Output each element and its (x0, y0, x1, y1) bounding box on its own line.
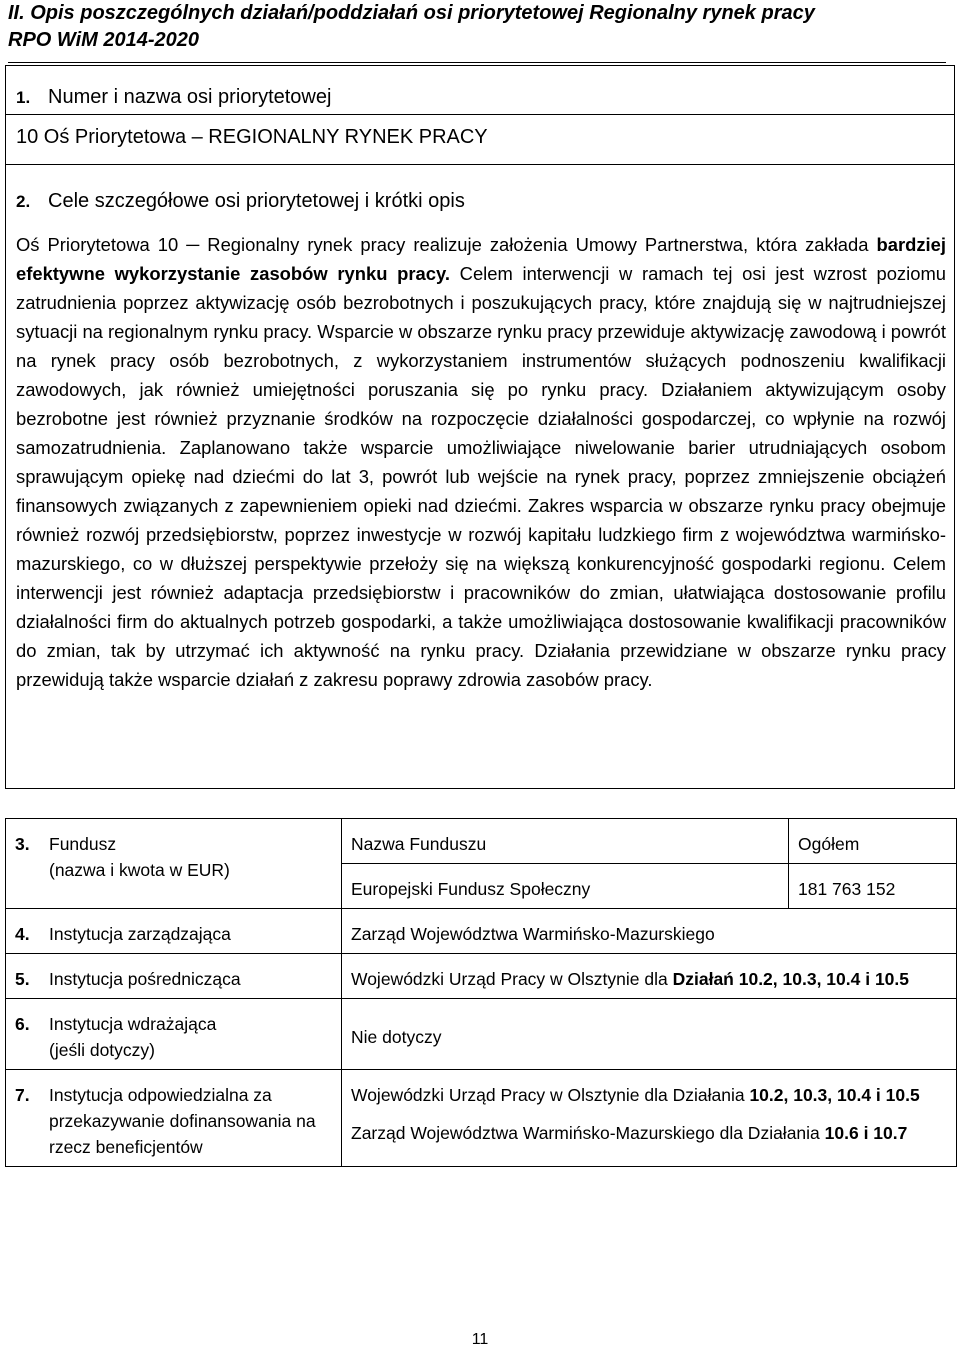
payment-body-entry-2 (351, 1120, 947, 1146)
intermediate-body-text: Wojewódzki Urząd Pracy w Olsztynie dla (351, 969, 673, 989)
row-number: 6. (15, 1014, 30, 1034)
fund-label-sub: (nazwa i kwota w EUR) (49, 860, 230, 880)
section-2-number: 2. (16, 192, 31, 211)
table-row-implementing-body (6, 999, 957, 1070)
section-1-heading (16, 86, 331, 109)
page-number: 11 (471, 1331, 489, 1348)
payment-body-entry-2-actions: 10.6 i 10.7 (824, 1123, 908, 1143)
intermediate-body-label: Instytucja pośrednicząca (49, 969, 241, 989)
managing-authority-value: Zarząd Województwa Warmińsko-Mazurskiego (342, 909, 957, 954)
intermediate-body-value (342, 954, 957, 999)
implementing-body-label: Instytucja wdrażająca (49, 1014, 217, 1034)
implementing-body-value: Nie dotyczy (342, 999, 957, 1070)
document-header (8, 0, 946, 63)
payment-body-value (342, 1070, 957, 1167)
intermediate-body-label-cell (6, 954, 342, 999)
table-row-intermediate-body (6, 954, 957, 999)
axis-description-box (5, 65, 955, 789)
fund-name-header: Nazwa Funduszu (342, 819, 789, 864)
axis-info-table (5, 818, 957, 1167)
section-1-number: 1. (16, 88, 31, 107)
payment-body-entry-2-text: Zarząd Województwa Warmińsko-Mazurskiego dla Działania (351, 1123, 825, 1143)
payment-body-label: Instytucja odpowiedzialna za przekazywanie dofinansowania na rzecz beneficjentów (49, 1085, 316, 1157)
payment-body-entry-1-actions: 10.2, 10.3, 10.4 i 10.5 (749, 1085, 920, 1105)
intermediate-body-actions: Działań 10.2, 10.3, 10.4 i 10.5 (672, 969, 909, 989)
implementing-body-label-sub: (jeśli dotyczy) (49, 1040, 155, 1060)
divider (6, 114, 954, 115)
header-title-line1: II. Opis poszczególnych działań/poddziałań osi priorytetowej Regionalny rynek pracy (8, 2, 815, 24)
axis-description-text (16, 230, 946, 694)
header-title-line2: RPO WiM 2014-2020 (8, 29, 200, 51)
table-row-payment-body (6, 1070, 957, 1167)
fund-label: Fundusz (49, 834, 117, 854)
section-2-heading (16, 190, 465, 213)
divider (6, 164, 954, 165)
header-rule (8, 62, 946, 63)
managing-authority-label-cell (6, 909, 342, 954)
section-2-label: Cele szczegółowe osi priorytetowej i krótki opis (48, 190, 465, 212)
row-number: 5. (15, 969, 30, 989)
implementing-body-label-cell (6, 999, 342, 1070)
table-row-managing-authority (6, 909, 957, 954)
row-number: 4. (15, 924, 30, 944)
payment-body-label-cell (6, 1070, 342, 1167)
fund-total-header: Ogółem (789, 819, 957, 864)
managing-authority-label: Instytucja zarządzająca (49, 924, 231, 944)
fund-label-cell (6, 819, 342, 909)
fund-total-value: 181 763 152 (789, 864, 957, 909)
row-number: 3. (15, 834, 30, 854)
description-text-bold: bardziej efektywne wykorzystanie zasobów rynku pracy. (16, 234, 946, 284)
section-1-label: Numer i nazwa osi priorytetowej (48, 86, 332, 108)
description-text-part2: Celem interwencji w ramach tej osi jest wzrost poziomu zatrudnienia poprzez aktywizację osób bezrobotnych i poszukujących pracy, które znajdują się w najtrudniejszej sytuacji na regionalnym rynku pracy. Wsparcie w obszarze rynku pracy przewiduje aktywizację zawodową i powrót na rynek pracy osób bezrobotnych, z wykorzystaniem instrumentów służących podnoszeniu kwalifikacji zawodowych, jak również umiejętności poruszania się po rynku pracy. Działaniem aktywizującym osoby bezrobotne jest również przyznanie środków na rozpoczęcie działalności gospodarczej, co wpłynie na rozwój samozatrudnienia. Zaplanowano także wsparcie umożliwiające niwelowanie barier utrudniających osobom sprawującym opiekę nad dziećmi do lat 3, powrót lub wejście na rynek pracy, poprzez zmniejszenie obciążeń finansowych związanych z zapewnieniem opieki nad dziećmi. Zakres wsparcia w obszarze rynku pracy obejmuje również rozwój przedsiębiorstw, poprzez inwestycje w rozwój kapitału ludzkiego firm z województwa warmińsko-mazurskiego, co w dłuższej perspektywie przełoży się na większą konkurencyjność gospodarki regionu. Celem interwencji jest również adaptacja przedsiębiorstw i pracowników do zmian, ułatwiająca dostosowanie profilu działalności firm do aktualnych potrzeb gospodarki, a także umożliwiająca dostosowanie kwalifikacji pracowników do zmian, tak by utrzymać ich aktywność na rynku pracy. Działania przewidziane w obszarze rynku pracy przewidują także wsparcie działań z zakresu poprawy zdrowia zasobów pracy. (16, 263, 946, 690)
table-row-fund (6, 819, 957, 864)
payment-body-entry-1 (351, 1082, 947, 1108)
axis-name: 10 Oś Priorytetowa – REGIONALNY RYNEK PRACY (16, 126, 488, 148)
description-text-part1: Oś Priorytetowa 10 ─ Regionalny rynek pracy realizuje założenia Umowy Partnerstwa, która zakłada (16, 234, 877, 255)
row-number: 7. (15, 1085, 30, 1105)
payment-body-entry-1-text: Wojewódzki Urząd Pracy w Olsztynie dla Działania (351, 1085, 750, 1105)
fund-name-value: Europejski Fundusz Społeczny (342, 864, 789, 909)
